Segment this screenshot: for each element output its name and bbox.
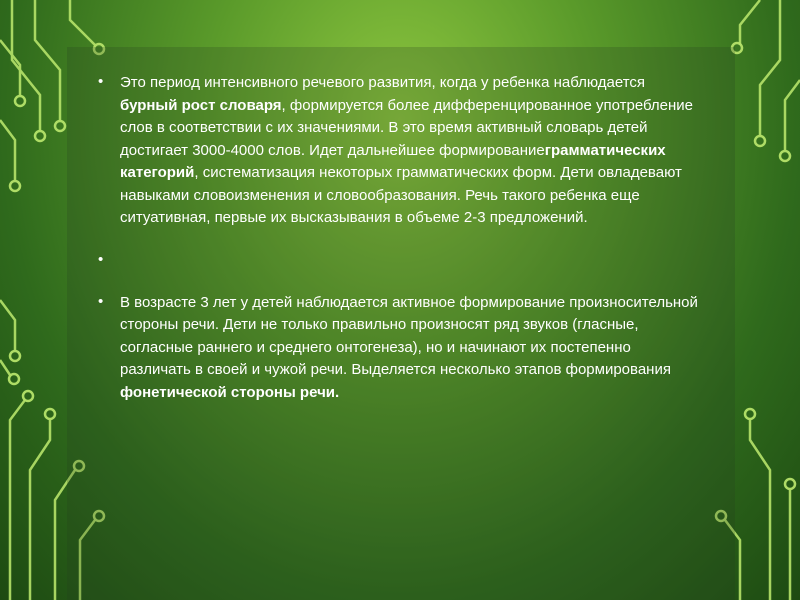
bullet-dot: • bbox=[98, 250, 104, 268]
body-text: В возрасте 3 лет у детей наблюдается активное формирование произносительной стороны речи. Дети не только правильно произносят ряд звуков (гласные, согласные раннего и среднего онтогенеза), но и начинают их постепенно различать в своей и чужой речи. Выделяется несколько этапов формирования bbox=[120, 293, 698, 378]
bullet-item bbox=[98, 292, 698, 405]
bullet-item bbox=[98, 250, 698, 272]
bullet-list bbox=[98, 72, 698, 424]
body-text: , формируется более дифференцированное употребление слов в соответствии с их значениями. В это время активный словарь детей достигает 3000-4000 слов. Идет дальнейшее формирование bbox=[120, 96, 694, 159]
body-text: Это период интенсивного речевого развития, когда у ребенка наблюдается bbox=[120, 74, 646, 91]
bold-text: фонетической стороны речи. bbox=[120, 383, 340, 401]
bullet-dot: • bbox=[98, 73, 104, 90]
bullet-dot: • bbox=[98, 292, 104, 310]
body-text: , систематизация некоторых грамматических форм. Дети овладевают навыками словоизменения и словообразования. Речь такого ребенка еще ситуативная, первые их высказывания в объеме 2-3 предложений. bbox=[120, 164, 682, 226]
bullet-item bbox=[98, 72, 698, 230]
bold-text: грамматических категорий bbox=[120, 141, 666, 181]
bold-text: бурный рост словаря bbox=[120, 96, 282, 114]
